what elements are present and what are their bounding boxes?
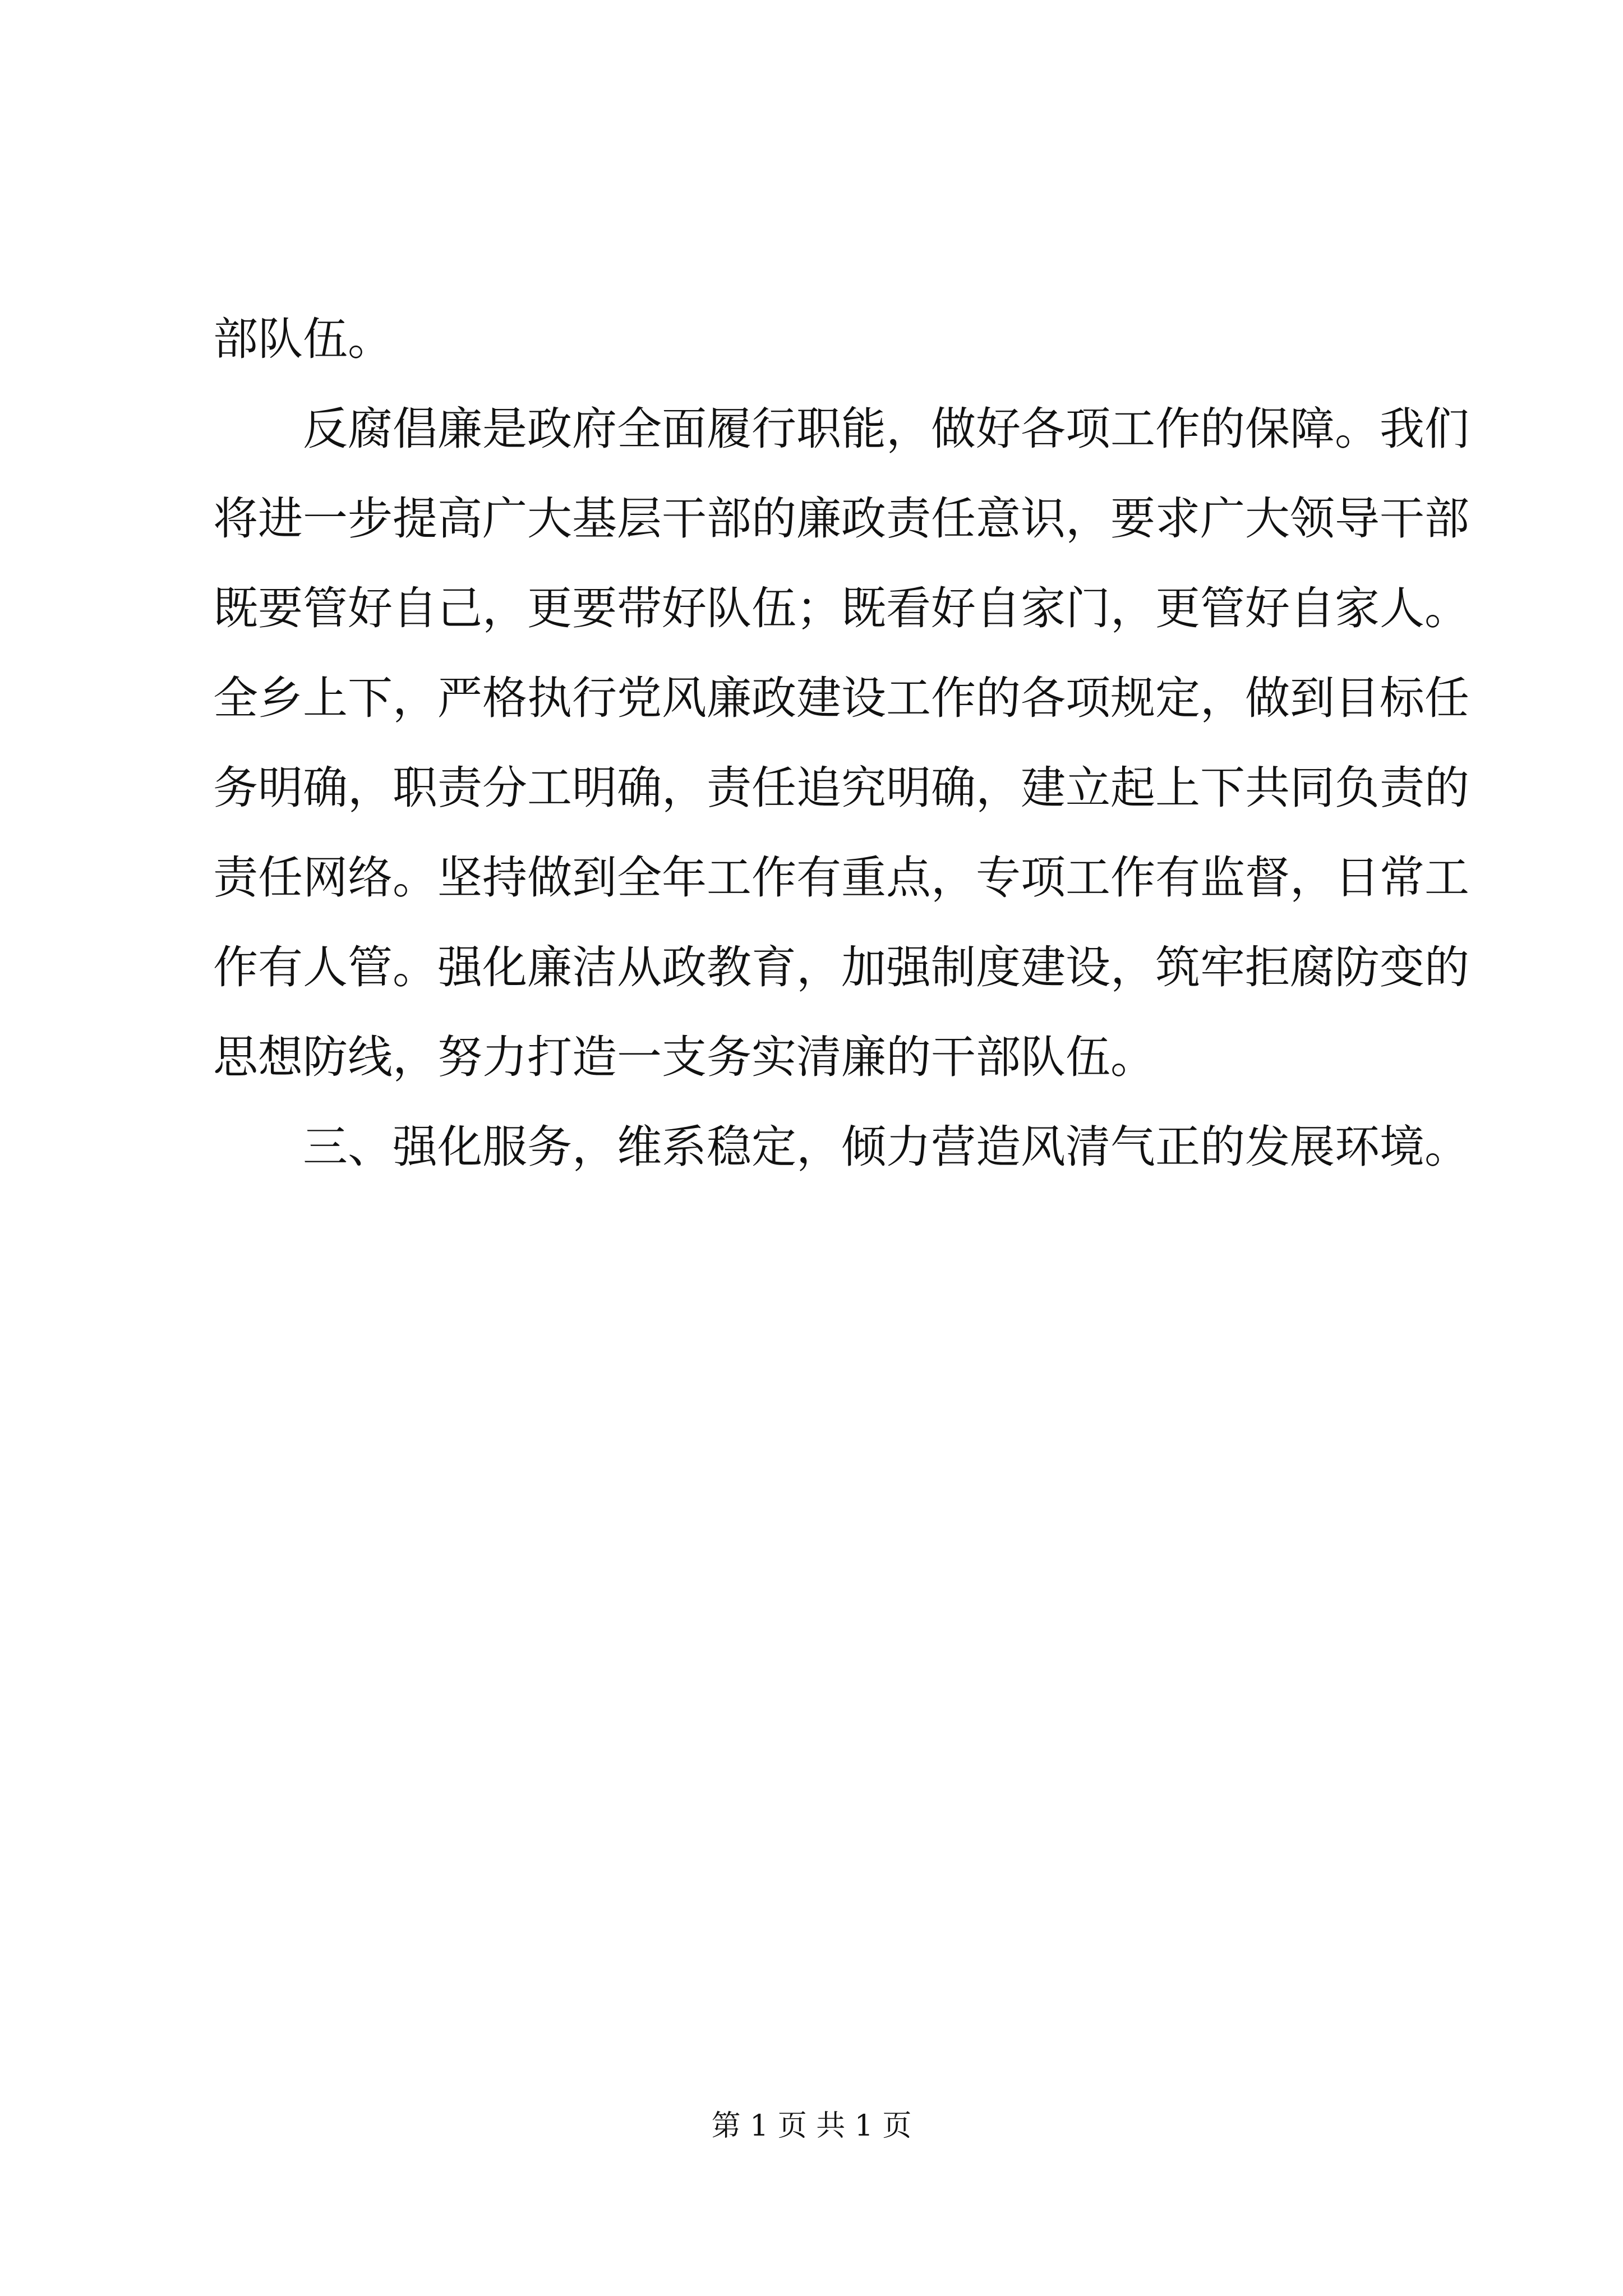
text-line: 既要管好自己，更要带好队伍；既看好自家门，更管好自家人。 [213, 582, 1469, 634]
section-heading: 三、强化服务，维系稳定，倾力营造风清气正的发展环境。 [303, 1121, 1469, 1173]
text-line: 部队伍。 [213, 313, 393, 365]
text-line: 反腐倡廉是政府全面履行职能，做好各项工作的保障。我们 [303, 403, 1469, 455]
text-line: 全乡上下，严格执行党风廉政建设工作的各项规定，做到目标任 [213, 672, 1469, 724]
page-footer: 第 1 页 共 1 页 [711, 2109, 912, 2143]
text-line: 思想防线，努力打造一支务实清廉的干部队伍。 [213, 1031, 1155, 1083]
text-line: 责任网络。坚持做到全年工作有重点，专项工作有监督，日常工 [213, 852, 1469, 904]
text-line: 务明确，职责分工明确，责任追究明确，建立起上下共同负责的 [213, 762, 1469, 814]
text-line: 作有人管。强化廉洁从政教育，加强制度建设，筑牢拒腐防变的 [213, 941, 1469, 993]
text-line: 将进一步提高广大基层干部的廉政责任意识，要求广大领导干部 [213, 493, 1469, 545]
